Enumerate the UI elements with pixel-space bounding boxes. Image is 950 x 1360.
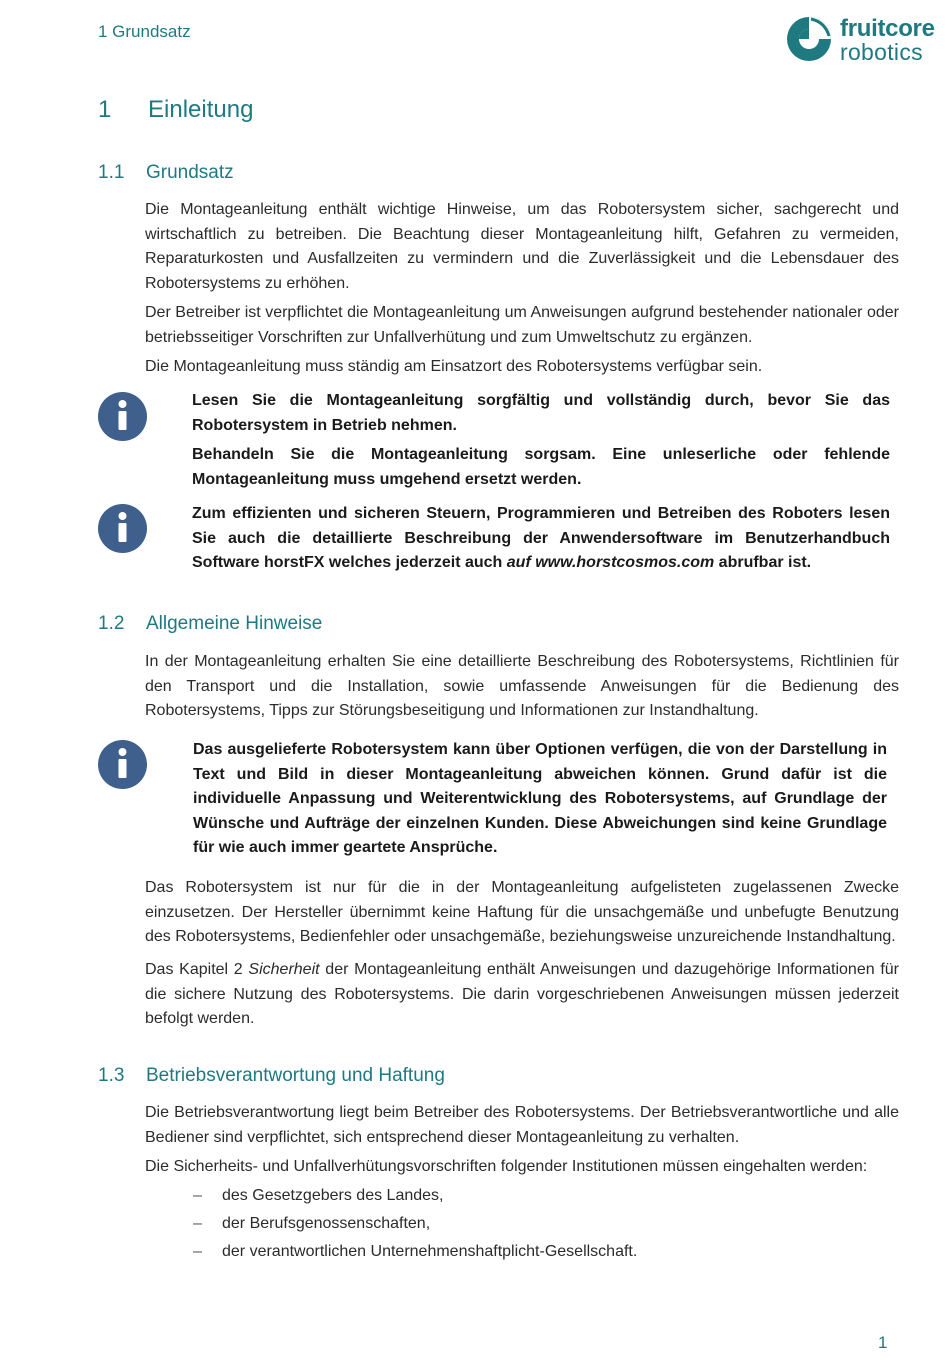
info-icon — [98, 504, 147, 553]
page-number: 1 — [878, 1333, 888, 1352]
info-note: Lesen Sie die Montageanleitung sorgfältig und vollständig durch, bevor Sie das Robotersystem in Betrieb nehmen. — [192, 392, 890, 434]
paragraph: Die Montageanleitung muss ständig am Einsatzort des Robotersystems verfügbar sein. — [145, 358, 763, 375]
list-item — [193, 1184, 443, 1208]
list-item-text: der verantwortlichen Unternehmenshaftplicht-Gesellschaft. — [222, 1243, 638, 1260]
info-icon — [98, 392, 147, 441]
logo-mark-icon — [785, 14, 833, 62]
section-number: 1.1 — [98, 162, 125, 183]
list-item-text: des Gesetzgebers des Landes, — [222, 1187, 444, 1204]
paragraph: Die Montageanleitung enthält wichtige Hinweise, um das Robotersystem sicher, sachgerecht und wirtschaftlich zu betreiben. Die Beachtung dieser Montageanleitung hilft, Gefahren zu vermeiden, Reparaturkosten und Ausfallzeiten zu vermindern und die Zuverlässigkeit und die Lebensdauer des Robotersystems zu erhöhen. — [145, 201, 899, 292]
chapter-title — [98, 96, 253, 124]
section-number: 1.2 — [98, 613, 125, 634]
info-note: Das ausgelieferte Robotersystem kann über Optionen verfügen, die von der Darstellung in Text und Bild in dieser Montageanleitung abweichen können. Grund dafür ist die individuelle Anpassung und Weiterentwicklung des Robotersystems, auf Grundlage der Wünsche und Aufträge der einzelnen Kunden. Diese Abweichungen sind keine Grundlage für wie auch immer geartete Ansprüche. — [193, 741, 887, 857]
section-heading-grundsatz — [98, 162, 234, 184]
paragraph: Der Betreiber ist verpflichtet die Montageanleitung um Anweisungen aufgrund bestehender nationaler oder betriebsseitiger Vorschriften zur Unfallverhütung und zum Umweltschutz zu ergänzen. — [145, 304, 899, 346]
paragraph: Das Robotersystem ist nur für die in der Montageanleitung aufgelisteten zugelassenen Zwecke einzusetzen. Der Hersteller übernimmt keine Haftung für die unsachgemäße und unbefugte Benutzung des Robotersystems, Bedienfehler oder unsachgemäße, beziehungsweise unzureichende Instandhaltung. — [145, 879, 899, 946]
list-item — [193, 1212, 430, 1236]
section-title: Allgemeine Hinweise — [146, 613, 323, 634]
section-title: Grundsatz — [146, 162, 234, 183]
chapter-reference: Sicherheit — [248, 961, 320, 978]
note-text: Zum effizienten und sicheren Steuern, Programmieren und Betreiben des Roboters lesen Sie auch die detaillierte Beschreibung der Anwendersoftware im Benutzerhandbuch Software horstFX welches jederzeit auch — [192, 505, 890, 572]
website-link[interactable]: auf www.horstcosmos.com — [506, 554, 715, 572]
paragraph — [145, 958, 899, 1032]
paragraph: In der Montageanleitung erhalten Sie eine detaillierte Beschreibung des Robotersystems, Richtlinien für den Transport und die Installation, sowie umfassende Anweisungen für die Bedienung des Robotersystems, Tipps zur Störungsbeseitigung und Informationen zur Instandhaltung. — [145, 653, 899, 720]
note-text: abrufbar ist. — [714, 554, 812, 572]
chapter-title-text: Einleitung — [148, 96, 254, 123]
section-number: 1.3 — [98, 1065, 125, 1086]
section-title: Betriebsverantwortung und Haftung — [146, 1065, 445, 1086]
logo-name: fruitcore — [840, 15, 935, 42]
logo-subtitle: robotics — [840, 39, 923, 65]
list-dash: – — [193, 1187, 202, 1204]
info-icon — [98, 740, 147, 789]
chapter-number: 1 — [98, 96, 112, 123]
paragraph-text: Das Kapitel 2 — [145, 961, 249, 978]
running-header: 1 Grundsatz — [98, 22, 191, 41]
section-heading-allgemeine-hinweise — [98, 613, 322, 635]
list-dash: – — [193, 1215, 202, 1232]
info-note — [192, 502, 890, 576]
list-item — [193, 1240, 637, 1264]
section-heading-betriebsverantwortung — [98, 1065, 445, 1087]
paragraph-text: der Montageanleitung enthält Anweisungen und dazugehörige Informationen für die sichere Nutzung des Robotersystems. Die darin vorgeschriebenen Anweisungen müssen jederzeit befolgt werden. — [145, 961, 900, 1028]
paragraph: Die Sicherheits- und Unfallverhütungsvorschriften folgender Institutionen müssen eingehalten werden: — [145, 1158, 868, 1175]
paragraph: Die Betriebsverantwortung liegt beim Betreiber des Robotersystems. Der Betriebsverantwortliche und alle Bediener sind verpflichtet, sich entsprechend dieser Montageanleitung zu verhalten. — [145, 1104, 899, 1146]
info-note: Behandeln Sie die Montageanleitung sorgsam. Eine unleserliche oder fehlende Montageanleitung muss umgehend ersetzt werden. — [192, 446, 890, 488]
list-item-text: der Berufsgenossenschaften, — [222, 1215, 431, 1232]
list-dash: – — [193, 1243, 202, 1260]
fruitcore-logo — [785, 14, 937, 66]
